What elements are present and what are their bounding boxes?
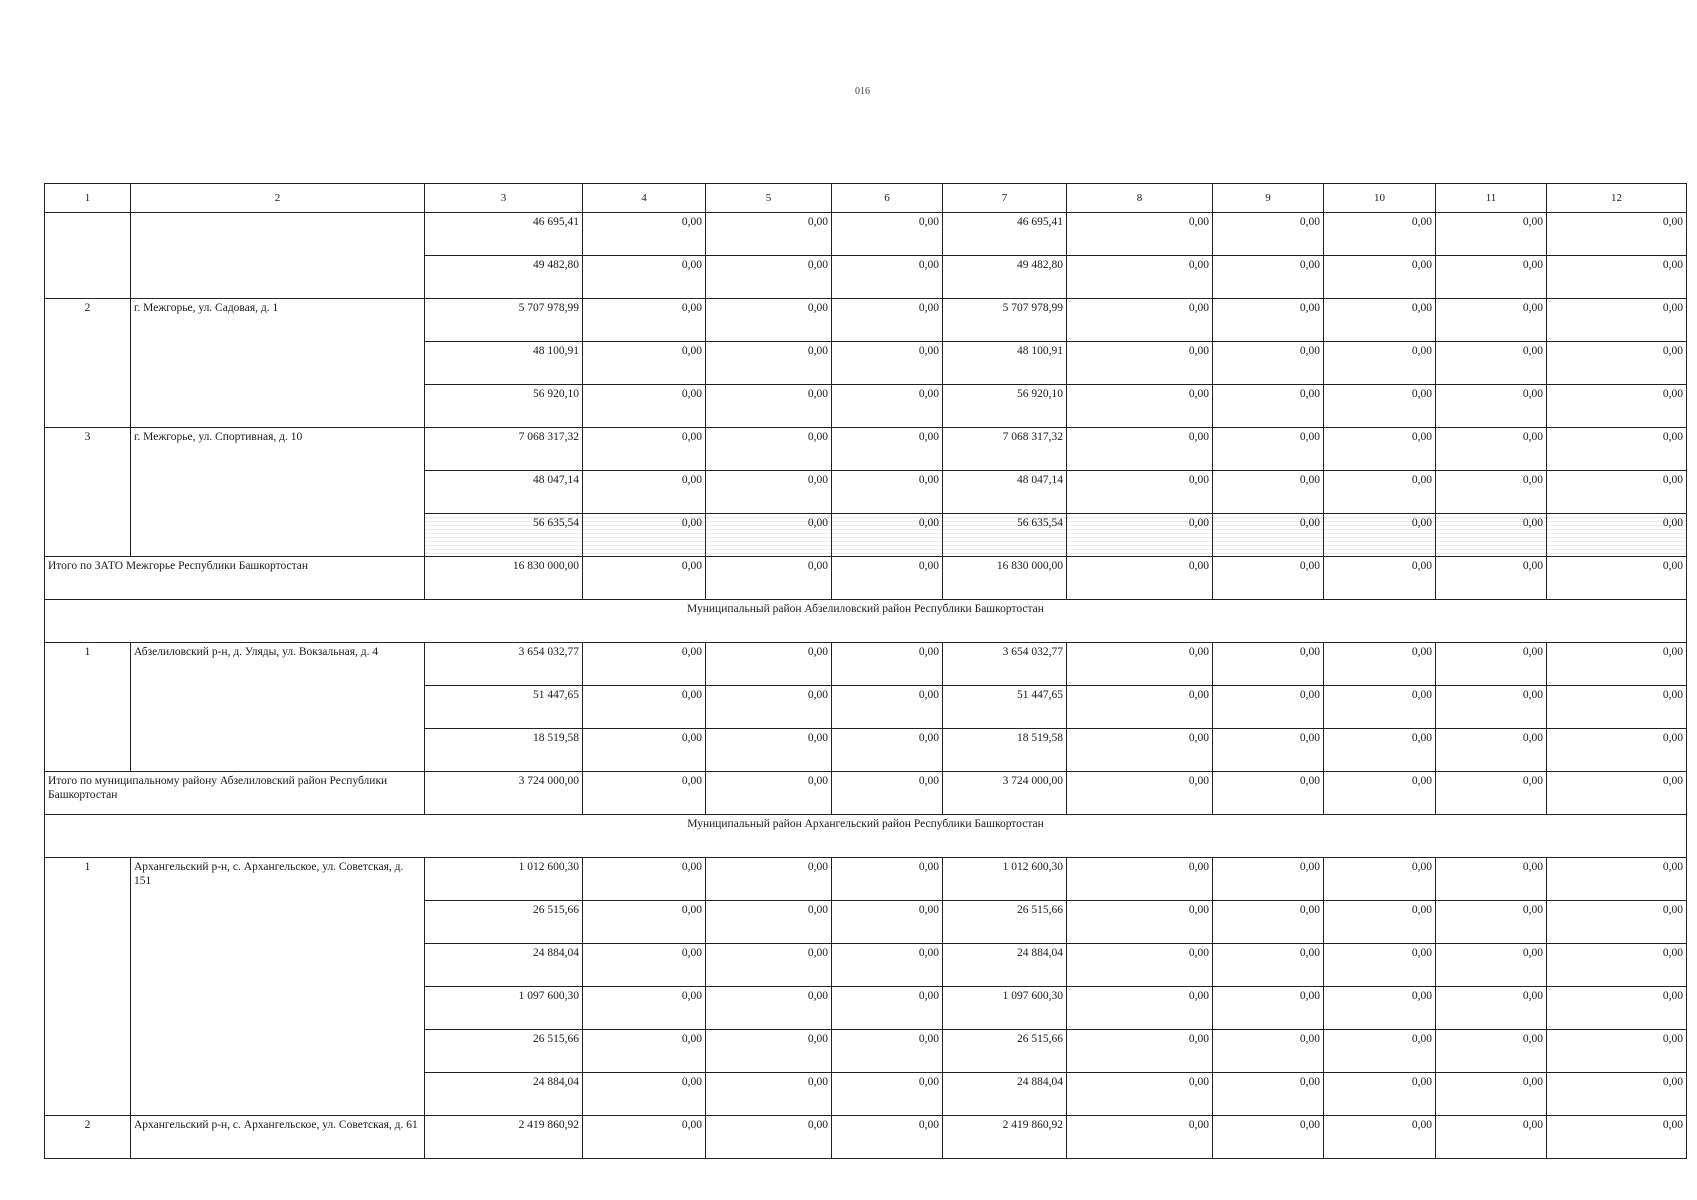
value-cell: 0,00 xyxy=(1067,1073,1213,1116)
value-cell: 0,00 xyxy=(1436,729,1547,772)
value-cell: 0,00 xyxy=(583,342,706,385)
total-value-cell: 0,00 xyxy=(706,557,832,600)
value-cell: 49 482,80 xyxy=(425,256,583,299)
total-value-cell: 0,00 xyxy=(1067,557,1213,600)
value-cell: 0,00 xyxy=(1067,643,1213,686)
value-cell: 0,00 xyxy=(1324,729,1436,772)
total-value-cell: 0,00 xyxy=(706,772,832,815)
value-cell: 0,00 xyxy=(832,1030,943,1073)
column-number: 7 xyxy=(943,184,1067,213)
value-cell: 2 419 860,92 xyxy=(425,1116,583,1159)
value-cell: 0,00 xyxy=(1547,858,1687,901)
value-cell: 48 047,14 xyxy=(425,471,583,514)
value-cell: 7 068 317,32 xyxy=(425,428,583,471)
value-cell: 0,00 xyxy=(583,428,706,471)
value-cell: 26 515,66 xyxy=(425,901,583,944)
value-cell: 0,00 xyxy=(1067,256,1213,299)
total-value-cell: 0,00 xyxy=(1213,557,1324,600)
value-cell: 0,00 xyxy=(832,428,943,471)
value-cell: 0,00 xyxy=(1213,901,1324,944)
value-cell: 0,00 xyxy=(832,729,943,772)
total-value-cell: 0,00 xyxy=(1436,557,1547,600)
value-cell: 0,00 xyxy=(1213,1073,1324,1116)
column-number: 1 xyxy=(45,184,131,213)
value-cell: 5 707 978,99 xyxy=(425,299,583,342)
value-cell: 0,00 xyxy=(1436,428,1547,471)
value-cell: 0,00 xyxy=(583,1116,706,1159)
value-cell: 0,00 xyxy=(583,514,706,557)
value-cell: 0,00 xyxy=(1324,213,1436,256)
value-cell: 0,00 xyxy=(1547,256,1687,299)
total-label: Итого по муниципальному району Абзелиловский район Республики Башкортостан xyxy=(45,772,425,815)
value-cell: 0,00 xyxy=(706,1030,832,1073)
row-index: 2 xyxy=(45,299,131,428)
value-cell: 0,00 xyxy=(832,944,943,987)
value-cell: 0,00 xyxy=(706,385,832,428)
total-value-cell: 16 830 000,00 xyxy=(943,557,1067,600)
total-value-cell: 0,00 xyxy=(583,772,706,815)
value-cell: 0,00 xyxy=(706,729,832,772)
value-cell: 24 884,04 xyxy=(943,1073,1067,1116)
value-cell: 0,00 xyxy=(1067,299,1213,342)
value-cell: 0,00 xyxy=(832,385,943,428)
value-cell: 0,00 xyxy=(1067,342,1213,385)
value-cell: 0,00 xyxy=(1547,944,1687,987)
value-cell: 0,00 xyxy=(1213,686,1324,729)
value-cell: 0,00 xyxy=(706,342,832,385)
value-cell: 46 695,41 xyxy=(943,213,1067,256)
value-cell: 0,00 xyxy=(1067,858,1213,901)
table-row xyxy=(45,299,1687,342)
value-cell: 0,00 xyxy=(832,858,943,901)
value-cell: 0,00 xyxy=(1547,987,1687,1030)
value-cell: 0,00 xyxy=(1324,428,1436,471)
value-cell: 0,00 xyxy=(832,514,943,557)
value-cell: 0,00 xyxy=(1547,471,1687,514)
value-cell: 0,00 xyxy=(706,256,832,299)
value-cell: 0,00 xyxy=(1067,987,1213,1030)
page-number: 016 xyxy=(855,86,870,97)
value-cell: 0,00 xyxy=(1547,643,1687,686)
value-cell: 0,00 xyxy=(832,987,943,1030)
row-index: 2 xyxy=(45,1116,131,1159)
value-cell: 0,00 xyxy=(583,299,706,342)
value-cell: 0,00 xyxy=(1324,256,1436,299)
value-cell: 0,00 xyxy=(1324,987,1436,1030)
value-cell: 0,00 xyxy=(583,256,706,299)
value-cell: 0,00 xyxy=(1213,256,1324,299)
value-cell: 0,00 xyxy=(1547,1030,1687,1073)
value-cell: 0,00 xyxy=(1547,514,1687,557)
value-cell: 0,00 xyxy=(583,385,706,428)
value-cell: 7 068 317,32 xyxy=(943,428,1067,471)
column-number: 12 xyxy=(1547,184,1687,213)
row-index xyxy=(45,213,131,299)
table-row xyxy=(45,858,1687,901)
value-cell: 0,00 xyxy=(706,213,832,256)
value-cell: 0,00 xyxy=(1067,514,1213,557)
value-cell: 0,00 xyxy=(706,471,832,514)
value-cell: 0,00 xyxy=(1324,471,1436,514)
value-cell: 0,00 xyxy=(1324,1030,1436,1073)
value-cell: 26 515,66 xyxy=(943,901,1067,944)
value-cell: 0,00 xyxy=(1436,901,1547,944)
value-cell: 1 097 600,30 xyxy=(425,987,583,1030)
value-cell: 0,00 xyxy=(583,643,706,686)
value-cell: 0,00 xyxy=(1213,213,1324,256)
value-cell: 0,00 xyxy=(706,643,832,686)
column-number: 8 xyxy=(1067,184,1213,213)
total-row xyxy=(45,557,1687,600)
column-number: 4 xyxy=(583,184,706,213)
value-cell: 0,00 xyxy=(832,471,943,514)
value-cell: 0,00 xyxy=(706,428,832,471)
value-cell: 56 920,10 xyxy=(943,385,1067,428)
value-cell: 48 100,91 xyxy=(943,342,1067,385)
value-cell: 0,00 xyxy=(1324,342,1436,385)
value-cell: 0,00 xyxy=(1436,1073,1547,1116)
column-number: 5 xyxy=(706,184,832,213)
value-cell: 0,00 xyxy=(1547,213,1687,256)
value-cell: 51 447,65 xyxy=(425,686,583,729)
total-row xyxy=(45,772,1687,815)
column-number-row xyxy=(45,184,1687,213)
value-cell: 1 012 600,30 xyxy=(943,858,1067,901)
section-title: Муниципальный район Абзелиловский район Республики Башкортостан xyxy=(45,600,1687,643)
value-cell: 0,00 xyxy=(706,1073,832,1116)
value-cell: 0,00 xyxy=(1547,686,1687,729)
value-cell: 0,00 xyxy=(1547,1073,1687,1116)
row-index: 3 xyxy=(45,428,131,557)
value-cell: 49 482,80 xyxy=(943,256,1067,299)
value-cell: 0,00 xyxy=(1436,385,1547,428)
value-cell: 0,00 xyxy=(832,342,943,385)
value-cell: 0,00 xyxy=(1324,858,1436,901)
value-cell: 46 695,41 xyxy=(425,213,583,256)
value-cell: 0,00 xyxy=(832,1116,943,1159)
value-cell: 0,00 xyxy=(1213,1116,1324,1159)
value-cell: 48 047,14 xyxy=(943,471,1067,514)
value-cell: 0,00 xyxy=(583,987,706,1030)
value-cell: 3 654 032,77 xyxy=(425,643,583,686)
value-cell: 0,00 xyxy=(1213,342,1324,385)
value-cell: 26 515,66 xyxy=(425,1030,583,1073)
value-cell: 48 100,91 xyxy=(425,342,583,385)
value-cell: 0,00 xyxy=(832,686,943,729)
value-cell: 0,00 xyxy=(1324,1116,1436,1159)
column-number: 6 xyxy=(832,184,943,213)
table-row xyxy=(45,428,1687,471)
value-cell: 0,00 xyxy=(1547,299,1687,342)
total-value-cell: 0,00 xyxy=(1324,557,1436,600)
value-cell: 0,00 xyxy=(1213,471,1324,514)
value-cell: 0,00 xyxy=(1324,901,1436,944)
value-cell: 0,00 xyxy=(1213,987,1324,1030)
value-cell: 18 519,58 xyxy=(425,729,583,772)
value-cell: 0,00 xyxy=(706,944,832,987)
address-cell: г. Межгорье, ул. Садовая, д. 1 xyxy=(131,299,425,428)
total-value-cell: 16 830 000,00 xyxy=(425,557,583,600)
value-cell: 26 515,66 xyxy=(943,1030,1067,1073)
value-cell: 3 654 032,77 xyxy=(943,643,1067,686)
value-cell: 0,00 xyxy=(1436,858,1547,901)
value-cell: 0,00 xyxy=(1436,944,1547,987)
total-value-cell: 0,00 xyxy=(832,557,943,600)
total-value-cell: 0,00 xyxy=(1436,772,1547,815)
value-cell: 0,00 xyxy=(583,944,706,987)
row-index: 1 xyxy=(45,643,131,772)
table-row xyxy=(45,1116,1687,1159)
value-cell: 0,00 xyxy=(1436,514,1547,557)
value-cell: 56 920,10 xyxy=(425,385,583,428)
value-cell: 0,00 xyxy=(1436,299,1547,342)
total-value-cell: 0,00 xyxy=(832,772,943,815)
value-cell: 18 519,58 xyxy=(943,729,1067,772)
value-cell: 24 884,04 xyxy=(943,944,1067,987)
column-number: 2 xyxy=(131,184,425,213)
value-cell: 0,00 xyxy=(1324,385,1436,428)
register-table xyxy=(44,183,1687,1159)
value-cell: 0,00 xyxy=(706,901,832,944)
value-cell: 2 419 860,92 xyxy=(943,1116,1067,1159)
value-cell: 0,00 xyxy=(583,1073,706,1116)
value-cell: 0,00 xyxy=(1324,1073,1436,1116)
value-cell: 0,00 xyxy=(706,987,832,1030)
value-cell: 0,00 xyxy=(1324,944,1436,987)
value-cell: 0,00 xyxy=(583,471,706,514)
value-cell: 0,00 xyxy=(706,686,832,729)
value-cell: 0,00 xyxy=(1436,213,1547,256)
total-value-cell: 0,00 xyxy=(1547,772,1687,815)
total-value-cell: 3 724 000,00 xyxy=(943,772,1067,815)
value-cell: 0,00 xyxy=(583,858,706,901)
value-cell: 0,00 xyxy=(1213,299,1324,342)
value-cell: 0,00 xyxy=(832,643,943,686)
value-cell: 0,00 xyxy=(1067,471,1213,514)
section-header-row xyxy=(45,600,1687,643)
value-cell: 0,00 xyxy=(1067,686,1213,729)
value-cell: 0,00 xyxy=(832,256,943,299)
value-cell: 0,00 xyxy=(1213,858,1324,901)
value-cell: 0,00 xyxy=(832,901,943,944)
value-cell: 0,00 xyxy=(583,213,706,256)
section-header-row xyxy=(45,815,1687,858)
value-cell: 1 012 600,30 xyxy=(425,858,583,901)
value-cell: 0,00 xyxy=(1436,471,1547,514)
column-number: 3 xyxy=(425,184,583,213)
value-cell: 5 707 978,99 xyxy=(943,299,1067,342)
value-cell: 0,00 xyxy=(1067,901,1213,944)
section-title: Муниципальный район Архангельский район Республики Башкортостан xyxy=(45,815,1687,858)
column-number: 11 xyxy=(1436,184,1547,213)
value-cell: 0,00 xyxy=(1213,944,1324,987)
value-cell: 0,00 xyxy=(1324,299,1436,342)
total-value-cell: 0,00 xyxy=(1067,772,1213,815)
value-cell: 0,00 xyxy=(1213,729,1324,772)
value-cell: 0,00 xyxy=(1436,256,1547,299)
value-cell: 0,00 xyxy=(706,514,832,557)
value-cell: 0,00 xyxy=(1213,514,1324,557)
value-cell: 0,00 xyxy=(1547,342,1687,385)
value-cell: 1 097 600,30 xyxy=(943,987,1067,1030)
value-cell: 0,00 xyxy=(1436,342,1547,385)
value-cell: 0,00 xyxy=(1324,643,1436,686)
value-cell: 0,00 xyxy=(706,858,832,901)
total-value-cell: 0,00 xyxy=(1324,772,1436,815)
total-label: Итого по ЗАТО Межгорье Республики Башкортостан xyxy=(45,557,425,600)
value-cell: 0,00 xyxy=(583,686,706,729)
value-cell: 0,00 xyxy=(1067,428,1213,471)
value-cell: 0,00 xyxy=(1213,643,1324,686)
value-cell: 0,00 xyxy=(832,213,943,256)
value-cell: 0,00 xyxy=(832,299,943,342)
address-cell: Архангельский р-н, с. Архангельское, ул. Советская, д. 61 xyxy=(131,1116,425,1159)
total-value-cell: 0,00 xyxy=(583,557,706,600)
value-cell: 0,00 xyxy=(1067,385,1213,428)
address-cell: Архангельский р-н, с. Архангельское, ул. Советская, д. 151 xyxy=(131,858,425,1116)
value-cell: 0,00 xyxy=(832,1073,943,1116)
value-cell: 0,00 xyxy=(1324,514,1436,557)
value-cell: 0,00 xyxy=(1436,686,1547,729)
total-value-cell: 0,00 xyxy=(1547,557,1687,600)
address-cell xyxy=(131,213,425,299)
value-cell: 0,00 xyxy=(1547,729,1687,772)
value-cell: 0,00 xyxy=(1436,643,1547,686)
value-cell: 0,00 xyxy=(1436,1030,1547,1073)
value-cell: 0,00 xyxy=(1324,686,1436,729)
value-cell: 0,00 xyxy=(1213,1030,1324,1073)
value-cell: 0,00 xyxy=(1067,1116,1213,1159)
value-cell: 0,00 xyxy=(706,1116,832,1159)
value-cell: 0,00 xyxy=(1436,987,1547,1030)
value-cell: 0,00 xyxy=(583,1030,706,1073)
column-number: 10 xyxy=(1324,184,1436,213)
column-number: 9 xyxy=(1213,184,1324,213)
value-cell: 0,00 xyxy=(583,901,706,944)
value-cell: 0,00 xyxy=(1436,1116,1547,1159)
value-cell: 24 884,04 xyxy=(425,944,583,987)
value-cell: 0,00 xyxy=(1213,385,1324,428)
value-cell: 0,00 xyxy=(583,729,706,772)
value-cell: 56 635,54 xyxy=(425,514,583,557)
value-cell: 0,00 xyxy=(1547,428,1687,471)
value-cell: 0,00 xyxy=(1067,213,1213,256)
value-cell: 0,00 xyxy=(1067,944,1213,987)
table-row xyxy=(45,643,1687,686)
value-cell: 24 884,04 xyxy=(425,1073,583,1116)
value-cell: 0,00 xyxy=(1067,729,1213,772)
address-cell: Абзелиловский р-н, д. Уляды, ул. Вокзальная, д. 4 xyxy=(131,643,425,772)
total-value-cell: 0,00 xyxy=(1213,772,1324,815)
value-cell: 0,00 xyxy=(1547,385,1687,428)
value-cell: 0,00 xyxy=(1547,901,1687,944)
value-cell: 0,00 xyxy=(706,299,832,342)
table-row xyxy=(45,213,1687,256)
address-cell: г. Межгорье, ул. Спортивная, д. 10 xyxy=(131,428,425,557)
value-cell: 0,00 xyxy=(1547,1116,1687,1159)
total-value-cell: 3 724 000,00 xyxy=(425,772,583,815)
value-cell: 0,00 xyxy=(1213,428,1324,471)
value-cell: 56 635,54 xyxy=(943,514,1067,557)
value-cell: 0,00 xyxy=(1067,1030,1213,1073)
row-index: 1 xyxy=(45,858,131,1116)
value-cell: 51 447,65 xyxy=(943,686,1067,729)
